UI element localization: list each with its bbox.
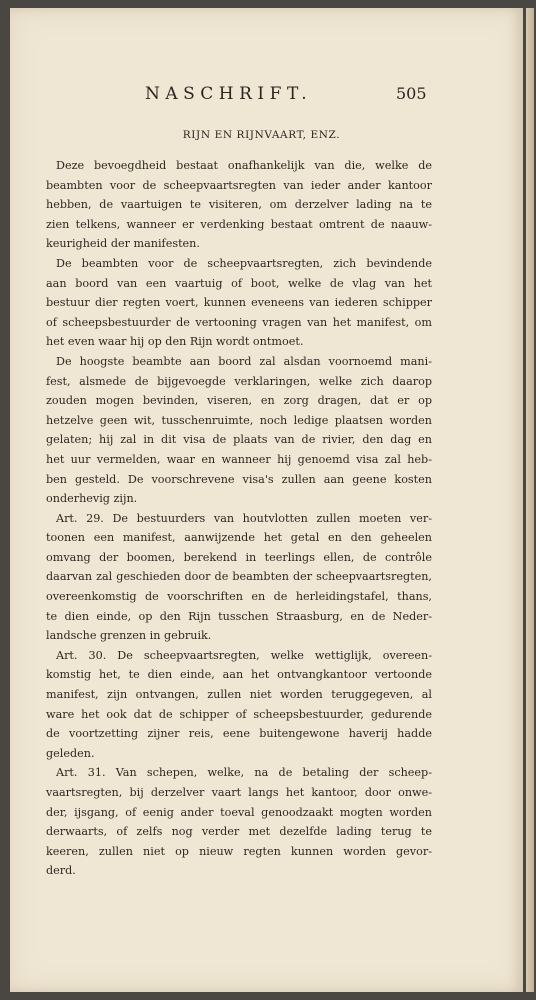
text-line: bestuur dier regten voert, kunnen eveneens van iederen schipper — [46, 296, 432, 310]
text-line: of scheepsbestuurder de vertooning vragen van het manifest, om — [46, 315, 432, 329]
text-line: zien telkens, wanneer er verdenking bestaat omtrent de naauw- — [46, 217, 432, 231]
text-line: keurigheid der manifesten. — [46, 237, 200, 251]
text-line: beambten voor de scheepvaartsregten van ieder ander kantoor — [46, 178, 432, 192]
text-line: ben gesteld. De voorschrevene visa's zullen aan geene kosten — [46, 472, 432, 486]
text-line: overeenkomstig de voorschriften en de herleidingstafel, thans, — [46, 590, 432, 604]
text-line: Deze bevoegdheid bestaat onafhankelijk van die, welke de — [56, 159, 432, 172]
text-line: het uur vermelden, waar en wanneer hij genoemd visa zal heb- — [46, 452, 432, 466]
text-line: Art. 29. De bestuurders van houtvlotten zullen moeten ver- — [56, 511, 432, 525]
section-title: RIJN EN RIJNVAART, ENZ. — [182, 129, 341, 141]
running-title: NASCHRIFT. — [145, 84, 313, 104]
text-line: der, ijsgang, of eenig ander toeval genoodzaakt mogten worden — [46, 805, 432, 819]
text-line: hetzelve geen wit, tusschenruimte, noch ledige plaatsen worden — [46, 413, 432, 427]
text-line: derd. — [46, 864, 76, 878]
paragraph — [46, 763, 432, 881]
text-line: De beambten voor de scheepvaartsregten, zich bevindende — [56, 256, 432, 270]
text-line: zouden mogen bevinden, viseren, en zorg dragen, dat er op — [46, 394, 432, 408]
text-line: aan boord van een vaartuig of boot, welke de vlag van het — [46, 276, 432, 290]
page-body — [46, 156, 432, 881]
paragraph — [46, 352, 432, 509]
text-line: fest, alsmede de bijgevoegde verklaringen, welke zich daarop — [46, 374, 432, 388]
text-line: de voortzetting zijner reis, eene buitengewone haverij hadde — [46, 727, 432, 741]
text-line: vaartsregten, bij derzelver vaart langs het kantoor, door onwe- — [46, 786, 432, 799]
text-line: komstig het, te dien einde, aan het ontvangkantoor vertoonde — [46, 668, 432, 682]
text-line: hebben, de vaartuigen te visiteren, om derzelver lading na te — [46, 198, 432, 212]
page-number: 505 — [396, 84, 427, 103]
paragraph — [46, 254, 432, 352]
text-line: onderhevig zijn. — [46, 492, 138, 506]
text-line: manifest, zijn ontvangen, zullen niet worden teruggegeven, al — [46, 688, 432, 702]
paragraph — [46, 646, 432, 764]
book-page — [10, 8, 523, 992]
text-line: het even waar hij op den Rijn wordt ontmoet. — [46, 335, 304, 349]
text-line: te dien einde, op den Rijn tusschen Straasburg, en de Neder- — [46, 609, 432, 623]
text-line: keeren, zullen niet op nieuw regten kunnen worden gevor- — [46, 844, 432, 858]
page-header — [10, 84, 523, 114]
paragraph — [46, 156, 432, 254]
paragraph — [46, 509, 432, 646]
text-line: Art. 30. De scheepvaartsregten, welke wettiglijk, overeen- — [56, 648, 432, 662]
text-line: Art. 31. Van schepen, welke, na de betaling der scheep- — [56, 766, 432, 780]
text-line: toonen een manifest, aanwijzende het getal en den geheelen — [46, 531, 432, 545]
text-line: geleden. — [46, 746, 95, 760]
text-line: ware het ook dat de schipper of scheepsbestuurder, gedurende — [46, 707, 432, 721]
text-line: landsche grenzen in gebruik. — [46, 629, 212, 643]
text-line: daarvan zal geschieden door de beambten der scheepvaartsregten, — [46, 570, 432, 584]
text-line: omvang der boomen, berekend in teerlings ellen, de contrôle — [46, 550, 432, 564]
text-line: gelaten; hij zal in dit visa de plaats van de rivier, den dag en — [46, 433, 432, 447]
text-line: De hoogste beambte aan boord zal alsdan voornoemd mani- — [56, 354, 432, 368]
page-edge — [526, 8, 534, 992]
text-line: derwaarts, of zelfs nog verder met dezelfde lading terug te — [46, 825, 432, 839]
